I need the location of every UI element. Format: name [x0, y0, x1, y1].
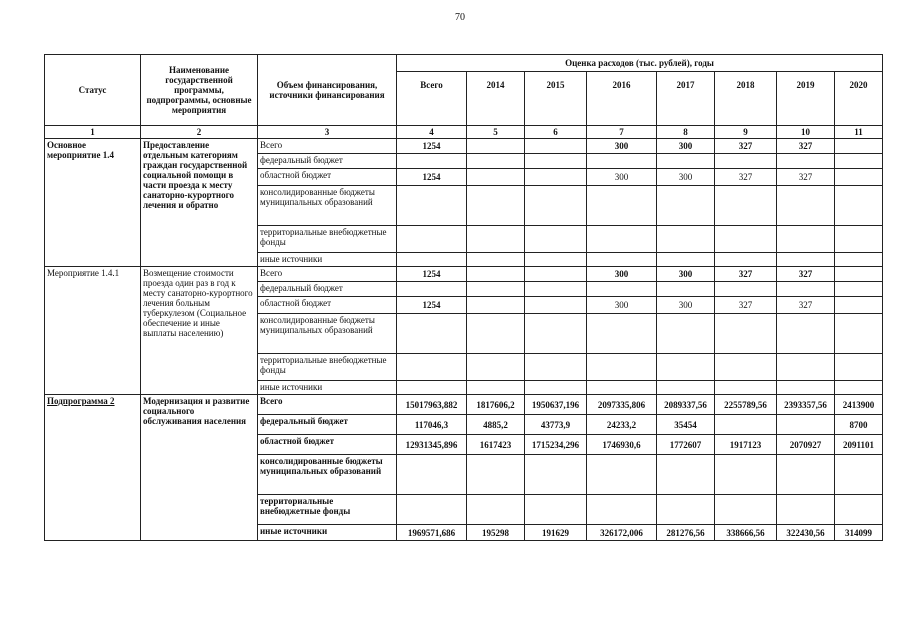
row-value: [715, 495, 777, 525]
row-value: [657, 314, 715, 354]
row-source: иные источники: [258, 525, 397, 541]
row-value: [835, 253, 883, 267]
row-status: Подпрограмма 2: [45, 395, 141, 541]
row-value: [715, 381, 777, 395]
column-number: 3: [258, 126, 397, 139]
row-value: 327: [777, 139, 835, 154]
page-number: 70: [455, 12, 465, 23]
table-row: [45, 139, 883, 154]
row-value: 327: [777, 169, 835, 186]
row-value: [525, 381, 587, 395]
header-year: 2019: [777, 72, 835, 126]
column-number: 7: [587, 126, 657, 139]
row-value: 281276,56: [657, 525, 715, 541]
row-value: 1715234,296: [525, 435, 587, 455]
row-value: 1950637,196: [525, 395, 587, 415]
row-value: [777, 186, 835, 226]
row-value: 195298: [467, 525, 525, 541]
row-value: [587, 354, 657, 381]
row-value: [467, 282, 525, 297]
row-value: 35454: [657, 415, 715, 435]
header-estimate: Оценка расходов (тыс. рублей), годы: [397, 55, 883, 72]
row-value: 1969571,686: [397, 525, 467, 541]
table-row: [45, 395, 883, 415]
header-year: 2014: [467, 72, 525, 126]
row-value: 15017963,882: [397, 395, 467, 415]
row-value: [715, 455, 777, 495]
row-value: [397, 455, 467, 495]
row-value: [587, 186, 657, 226]
row-value: 4885,2: [467, 415, 525, 435]
header-year: 2018: [715, 72, 777, 126]
row-value: 2255789,56: [715, 395, 777, 415]
row-value: [777, 495, 835, 525]
row-source: Всего: [258, 139, 397, 154]
row-value: 1254: [397, 139, 467, 154]
row-value: [397, 186, 467, 226]
row-value: 1917123: [715, 435, 777, 455]
row-source: консолидированные бюджеты муниципальных образований: [258, 314, 397, 354]
row-value: [397, 354, 467, 381]
row-value: [657, 186, 715, 226]
row-value: [587, 282, 657, 297]
header-year: 2016: [587, 72, 657, 126]
row-value: [397, 154, 467, 169]
row-value: [467, 354, 525, 381]
row-name: Предоставление отдельным категориям граждан государственной социальной помощи в части проезда к месту санаторно-курортного лечения и обратно: [141, 139, 258, 267]
row-value: [525, 154, 587, 169]
column-number: 1: [45, 126, 141, 139]
row-value: 191629: [525, 525, 587, 541]
row-value: [835, 455, 883, 495]
row-value: 43773,9: [525, 415, 587, 435]
row-value: 300: [587, 267, 657, 282]
row-status: Основное мероприятие 1.4: [45, 139, 141, 267]
row-value: 1254: [397, 169, 467, 186]
row-source: территориальные внебюджетные фонды: [258, 495, 397, 525]
row-value: 300: [657, 267, 715, 282]
row-value: 327: [715, 297, 777, 314]
row-source: федеральный бюджет: [258, 282, 397, 297]
row-value: [657, 226, 715, 253]
row-value: [777, 314, 835, 354]
row-value: [777, 415, 835, 435]
row-value: [397, 226, 467, 253]
row-value: 2091101: [835, 435, 883, 455]
row-value: 2393357,56: [777, 395, 835, 415]
row-value: [715, 282, 777, 297]
row-value: 1772607: [657, 435, 715, 455]
row-value: 327: [715, 267, 777, 282]
row-value: 300: [587, 139, 657, 154]
row-value: [397, 495, 467, 525]
row-value: [467, 381, 525, 395]
row-value: [525, 354, 587, 381]
row-value: [835, 297, 883, 314]
row-value: 1254: [397, 297, 467, 314]
row-value: [587, 253, 657, 267]
row-value: [657, 381, 715, 395]
row-value: 327: [715, 169, 777, 186]
row-value: [835, 314, 883, 354]
row-value: [835, 381, 883, 395]
column-number: 11: [835, 126, 883, 139]
row-value: [525, 455, 587, 495]
row-value: [467, 154, 525, 169]
row-value: [467, 226, 525, 253]
column-number: 10: [777, 126, 835, 139]
row-value: [525, 282, 587, 297]
row-value: [777, 226, 835, 253]
row-value: [777, 354, 835, 381]
row-value: 2413900: [835, 395, 883, 415]
row-source: федеральный бюджет: [258, 154, 397, 169]
row-value: [657, 455, 715, 495]
row-value: [467, 297, 525, 314]
column-number: 5: [467, 126, 525, 139]
header-year: Всего: [397, 72, 467, 126]
row-value: [777, 282, 835, 297]
column-number: 9: [715, 126, 777, 139]
row-value: 327: [715, 139, 777, 154]
row-value: 2089337,56: [657, 395, 715, 415]
column-number: 6: [525, 126, 587, 139]
row-source: иные источники: [258, 381, 397, 395]
row-value: [587, 495, 657, 525]
header-year: 2020: [835, 72, 883, 126]
row-value: 12931345,896: [397, 435, 467, 455]
row-source: областной бюджет: [258, 435, 397, 455]
row-value: 326172,006: [587, 525, 657, 541]
row-value: 117046,3: [397, 415, 467, 435]
row-source: консолидированные бюджеты муниципальных образований: [258, 186, 397, 226]
row-value: [587, 154, 657, 169]
row-value: 8700: [835, 415, 883, 435]
row-value: 2097335,806: [587, 395, 657, 415]
row-value: [777, 154, 835, 169]
row-value: 2070927: [777, 435, 835, 455]
row-value: [777, 455, 835, 495]
row-value: 314099: [835, 525, 883, 541]
row-value: 300: [657, 139, 715, 154]
row-value: [525, 267, 587, 282]
header-status: Статус: [45, 55, 141, 126]
row-source: Всего: [258, 267, 397, 282]
header-year: 2015: [525, 72, 587, 126]
row-value: [587, 314, 657, 354]
row-value: [657, 253, 715, 267]
row-source: территориальные внебюджетные фонды: [258, 354, 397, 381]
row-value: [657, 495, 715, 525]
row-source: территориальные внебюджетные фонды: [258, 226, 397, 253]
column-number: 4: [397, 126, 467, 139]
column-number: 8: [657, 126, 715, 139]
row-value: [715, 186, 777, 226]
row-value: [835, 226, 883, 253]
row-value: 327: [777, 267, 835, 282]
table-row: [45, 267, 883, 282]
row-value: [525, 169, 587, 186]
row-name: Модернизация и развитие социального обслуживания населения: [141, 395, 258, 541]
row-value: 300: [587, 297, 657, 314]
row-value: [835, 495, 883, 525]
header-volume: Объем финансирования, источники финансирования: [258, 55, 397, 126]
row-source: областной бюджет: [258, 169, 397, 186]
row-value: [657, 354, 715, 381]
row-source: областной бюджет: [258, 297, 397, 314]
row-value: 1617423: [467, 435, 525, 455]
row-value: [835, 354, 883, 381]
row-value: [835, 154, 883, 169]
row-value: 322430,56: [777, 525, 835, 541]
row-value: [835, 186, 883, 226]
row-value: 327: [777, 297, 835, 314]
row-value: [657, 282, 715, 297]
row-value: 1817606,2: [467, 395, 525, 415]
row-value: [587, 455, 657, 495]
row-value: 300: [657, 169, 715, 186]
row-source: иные источники: [258, 253, 397, 267]
row-value: [835, 139, 883, 154]
row-value: [397, 381, 467, 395]
row-value: [835, 267, 883, 282]
row-value: [397, 282, 467, 297]
row-value: [467, 186, 525, 226]
row-value: [467, 169, 525, 186]
row-value: [467, 253, 525, 267]
row-value: [715, 354, 777, 381]
row-value: [525, 186, 587, 226]
header-year: 2017: [657, 72, 715, 126]
row-value: [587, 381, 657, 395]
row-source: федеральный бюджет: [258, 415, 397, 435]
row-value: [525, 253, 587, 267]
budget-table: [44, 54, 883, 541]
header-name: Наименование государственной программы, подпрограммы, основные мероприятия: [141, 55, 258, 126]
row-status: Мероприятие 1.4.1: [45, 267, 141, 395]
row-value: [525, 314, 587, 354]
row-value: [467, 455, 525, 495]
row-value: [715, 314, 777, 354]
row-value: [525, 226, 587, 253]
row-value: [525, 139, 587, 154]
row-value: 24233,2: [587, 415, 657, 435]
row-value: [397, 253, 467, 267]
row-value: [835, 169, 883, 186]
row-value: [467, 267, 525, 282]
row-value: 1254: [397, 267, 467, 282]
row-value: [715, 154, 777, 169]
row-value: [715, 415, 777, 435]
row-value: [715, 226, 777, 253]
row-value: [715, 253, 777, 267]
row-value: [467, 495, 525, 525]
row-value: [657, 154, 715, 169]
row-value: [467, 314, 525, 354]
row-value: [777, 253, 835, 267]
column-number: 2: [141, 126, 258, 139]
row-value: [525, 297, 587, 314]
row-value: [525, 495, 587, 525]
row-source: Всего: [258, 395, 397, 415]
row-value: 338666,56: [715, 525, 777, 541]
row-value: [467, 139, 525, 154]
row-value: [777, 381, 835, 395]
row-value: [397, 314, 467, 354]
row-value: 1746930,6: [587, 435, 657, 455]
row-source: консолидированные бюджеты муниципальных образований: [258, 455, 397, 495]
row-value: [587, 226, 657, 253]
row-value: [835, 282, 883, 297]
row-name: Возмещение стоимости проезда один раз в год к месту санаторно-курортного лечения больным туберкулезом (Социальное обеспечение и иные выплаты населению): [141, 267, 258, 395]
row-value: 300: [587, 169, 657, 186]
row-value: 300: [657, 297, 715, 314]
